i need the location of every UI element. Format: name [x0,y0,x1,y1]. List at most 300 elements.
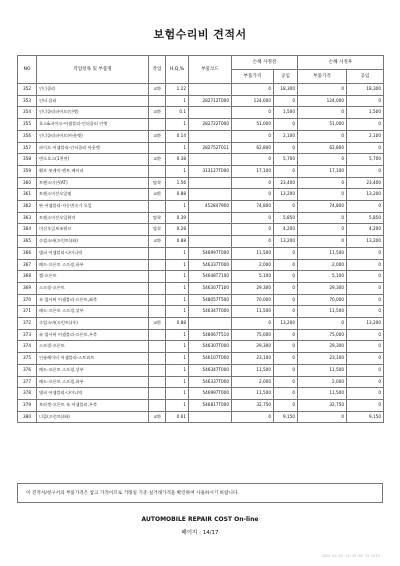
cell-after-parts: 75,000 [298,329,347,341]
cell-after-parts: 5,100 [298,271,347,283]
cell-code: 282712T000 [189,95,232,107]
table-row [18,119,384,131]
table-row [18,189,384,201]
cell-code: 546307T000 [189,341,232,353]
cell-item: 스프링-프론트 [37,341,149,353]
table-row [18,399,384,411]
cell-before-labor: 0 [274,341,298,353]
header-hours: H,Q,% [166,56,189,84]
table-row [18,388,384,400]
table-row [18,154,384,166]
cell-after-parts: 74,800 [298,201,347,213]
cell-hours: 1 [166,201,189,213]
cell-code: 548067T510 [189,329,232,341]
cell-work [149,364,166,376]
cell-no: 366 [18,247,37,259]
table-row [18,282,384,294]
cell-before-parts: 0 [232,236,274,248]
cell-work [149,353,166,365]
cell-after-parts: 2,000 [298,259,347,271]
cell-after-parts: 124,000 [298,95,347,107]
cell-work [149,247,166,259]
cell-before-labor: 0 [274,329,298,341]
cell-before-parts: 0 [232,189,274,201]
cell-before-parts: 0 [232,107,274,119]
cell-hours: 0.88 [166,236,189,248]
cell-hours: 1 [166,353,189,365]
cell-work: 교환 [149,189,166,201]
cell-after-parts: 0 [298,318,347,330]
cell-before-labor: 0 [274,165,298,177]
cell-no: 374 [18,341,37,353]
cell-after-labor: 0 [347,282,384,294]
cell-work: 교환 [149,154,166,166]
table-row [18,84,384,96]
cell-before-parts: 62,800 [232,142,274,154]
cell-before-parts: 75,000 [232,329,274,341]
cell-before-labor: 2,100 [274,130,298,142]
cell-before-parts: 0 [232,212,274,224]
cell-after-parts: 0 [298,189,347,201]
cell-after-parts: 0 [298,177,347,189]
cell-after-labor: 0 [347,399,384,411]
header-no: NO [18,56,37,84]
cell-hours: 0.61 [166,411,189,423]
table-row [18,130,384,142]
cell-work [149,306,166,318]
header-after-labor: 공임 [347,70,384,84]
table-row [18,364,384,376]
cell-hours: 1 [166,119,189,131]
cell-work: 교환 [149,130,166,142]
cell-before-parts: 32,750 [232,399,274,411]
cell-code: 546107T000 [189,353,232,365]
cell-after-parts: 11,500 [298,306,347,318]
cell-no: 360 [18,177,37,189]
cell-after-parts: 0 [298,130,347,142]
header-before: 손해 사정전 [232,56,298,70]
cell-before-labor: 0 [274,376,298,388]
cell-item: 인너쿨러파이프(인렛) [37,107,149,119]
cell-no: 355 [18,119,37,131]
cell-after-parts: 29,300 [298,282,347,294]
cell-hours: 1 [166,259,189,271]
table-row [18,329,384,341]
cell-after-parts: 0 [298,84,347,96]
cell-after-labor: 23,400 [347,177,384,189]
cell-item: 호스&파이프-어셈블리-인터쿨러 인렛 [37,119,149,131]
cell-after-labor: 0 [347,95,384,107]
cell-no: 368 [18,271,37,283]
cell-before-labor: 0 [274,271,298,283]
cell-before-labor: 0 [274,247,298,259]
header-code: 부품코드 [189,56,232,84]
cell-after-labor: 0 [347,119,384,131]
cell-item: 미션오일보조워르 [37,224,149,236]
cell-before-parts: 11,500 [232,364,274,376]
table-row [18,306,384,318]
cell-after-labor: 2,100 [347,130,384,142]
cell-no: 378 [18,388,37,400]
table-row [18,271,384,283]
cell-hours: 1 [166,282,189,294]
cell-no: 362 [18,201,37,213]
cell-work: 교환 [149,318,166,330]
cell-hours: 1.22 [166,84,189,96]
cell-work [149,142,166,154]
table-row [18,318,384,330]
cell-before-labor: 23,400 [274,177,298,189]
cell-after-parts: 0 [298,411,347,423]
table-row [18,165,384,177]
cell-after-labor: 0 [347,364,384,376]
cell-item: 인터 쿨러 [37,95,149,107]
table-row [18,236,384,248]
cell-work: 교환 [149,411,166,423]
cell-code: 313127T000 [189,165,232,177]
cell-no: 361 [18,189,37,201]
cell-item: 너클(프런트)(좌) [37,411,149,423]
cell-item: 변로호스(1천연) [37,154,149,166]
cell-work [149,341,166,353]
cell-before-parts: 11,500 [232,388,274,400]
cell-after-parts: 23,100 [298,353,347,365]
page-number: 페이지 : 14/17 [181,530,219,536]
cell-after-labor: 0 [347,259,384,271]
cell-code: 546997T000 [189,388,232,400]
table-row [18,294,384,306]
cell-after-parts: 32,750 [298,399,347,411]
cell-after-labor: 0 [347,341,384,353]
table-row [18,95,384,107]
cell-before-parts: 5,100 [232,271,274,283]
cell-no: 358 [18,154,37,166]
cell-before-labor: 0 [274,282,298,294]
cell-item: 댐퍼 어셈블리-다이나믹 [37,247,149,259]
cell-work [149,399,166,411]
cell-after-parts: 11,500 [298,364,347,376]
cell-after-labor: 5,850 [347,212,384,224]
header-after: 손해 사정후 [298,56,384,70]
cell-hours: 0.28 [166,224,189,236]
cell-after-labor: 13,200 [347,318,384,330]
cell-item: 스프링-프론트 [37,282,149,294]
cell-item: 패드-프론트 스프링,하부 [37,376,149,388]
cell-code: 282722T000 [189,119,232,131]
cell-item: 판 어셈블리-자동변속기 오일 [37,201,149,213]
table-row [18,259,384,271]
cell-code: 546307T100 [189,282,232,294]
cell-after-labor: 0 [347,247,384,259]
cell-item: 인슐레이터 어셈블리-스트러트 [37,353,149,365]
cell-code: 546817T000 [189,399,232,411]
cell-after-labor: 13,200 [347,189,384,201]
cell-code: 546347T000 [189,364,232,376]
cell-before-labor: 0 [274,353,298,365]
cell-after-labor: 0 [347,271,384,283]
cell-hours: 1 [166,388,189,400]
cell-work: 교환 [149,107,166,119]
cell-no: 373 [18,329,37,341]
cell-after-labor: 4,200 [347,224,384,236]
table-body [18,84,384,423]
table-row [18,177,384,189]
cell-item: 쇽 업서버 어셈블리-프론트,좌측 [37,294,149,306]
cell-code: 452847900 [189,201,232,213]
cell-hours: 1 [166,165,189,177]
header-item: 작업항목 및 부품명 [37,56,149,84]
cell-before-labor: 5,850 [274,212,298,224]
cell-no: 353 [18,95,37,107]
cell-before-parts: 0 [232,177,274,189]
cell-no: 379 [18,399,37,411]
price-notice: 이 견적서/청구서의 부품가격은 참고 가격이므로 거래일 기준 실거래가격을 확인하여 사용하시기 바랍니다. [17,483,383,503]
cell-before-parts: 29,300 [232,341,274,353]
cell-no: 354 [18,107,37,119]
cell-code [189,154,232,166]
cell-work [149,95,166,107]
cell-after-labor: 5,700 [347,154,384,166]
cell-after-parts: 0 [298,154,347,166]
cell-no: 356 [18,130,37,142]
cell-before-labor: 0 [274,142,298,154]
cell-item: 패드-프론트 스프링,상부 [37,364,149,376]
cell-before-parts: 2,000 [232,376,274,388]
cell-hours: 1 [166,376,189,388]
table-row [18,247,384,259]
cell-code: 54648T7100 [189,271,232,283]
cell-work: 교환 [149,84,166,96]
cell-work: 탈착 [149,224,166,236]
cell-code [189,84,232,96]
cell-before-labor: 18,300 [274,84,298,96]
cell-after-parts: 0 [298,212,347,224]
cell-after-parts: 29,300 [298,341,347,353]
cell-before-parts: 0 [232,224,274,236]
cell-after-labor: 0 [347,353,384,365]
cell-no: 375 [18,353,37,365]
cell-code [189,224,232,236]
cell-work: 탈착 [149,177,166,189]
cell-item: 쇽 업서버 어셈블리-프론트,우측 [37,329,149,341]
table-row [18,353,384,365]
cell-hours: 1 [166,341,189,353]
table-row [18,224,384,236]
cell-item: 댐퍼 어셈블리-다이나믹 [37,388,149,400]
cell-after-labor: 9,150 [347,411,384,423]
cell-hours: 1 [166,364,189,376]
cell-hours: 0.88 [166,318,189,330]
cell-no: 370 [18,294,37,306]
cell-before-parts: 0 [232,130,274,142]
cell-code: 548057T500 [189,294,232,306]
cell-work: 교환 [149,236,166,248]
cell-after-parts: 62,800 [298,142,347,154]
cell-before-labor: 0 [274,201,298,213]
cell-before-labor: 1,500 [274,107,298,119]
cell-before-parts: 74,800 [232,201,274,213]
cell-code [189,411,232,423]
cell-item: 인너쿨러 [37,84,149,96]
table-row [18,107,384,119]
cell-after-parts: 2,000 [298,376,347,388]
cell-after-parts: 51,000 [298,119,347,131]
cell-before-parts: 0 [232,411,274,423]
table-row [18,411,384,423]
cell-after-labor: 1,500 [347,107,384,119]
cell-work [149,282,166,294]
cell-no: 369 [18,282,37,294]
cell-before-labor: 0 [274,95,298,107]
header-after-parts: 부품가격 [298,70,347,84]
cell-after-labor: 13,200 [347,236,384,248]
cell-before-labor: 13,200 [274,318,298,330]
cell-no: 364 [18,224,37,236]
cell-after-labor: 0 [347,165,384,177]
cell-after-parts: 0 [298,224,347,236]
cell-item: 트랜스미션오일펌 [37,189,149,201]
cell-no: 372 [18,318,37,330]
table-row [18,201,384,213]
cell-before-parts: 0 [232,84,274,96]
cell-code: 546337T000 [189,259,232,271]
cell-no: 380 [18,411,37,423]
cell-before-parts: 29,300 [232,282,274,294]
table-row [18,376,384,388]
cell-item: 브라켓-프론트 쇽 어셈블리,우측 [37,399,149,411]
cell-before-parts: 11,500 [232,306,274,318]
cell-no: 352 [18,84,37,96]
cell-code [189,107,232,119]
cell-after-parts: 0 [298,107,347,119]
cell-hours: 1 [166,142,189,154]
cell-after-labor: 0 [347,201,384,213]
cell-code [189,177,232,189]
table-row [18,142,384,154]
cell-item: 패드-프론트 스프링,하부 [37,259,149,271]
cell-before-parts: 124,000 [232,95,274,107]
cell-work [149,329,166,341]
cell-code: 282752T011 [189,142,232,154]
cell-no: 359 [18,165,37,177]
cell-work [149,259,166,271]
cell-after-labor: 0 [347,388,384,400]
cell-item: 파이프 어셈블리-인터쿨러 아웃렛 [37,142,149,154]
cell-before-labor: 0 [274,294,298,306]
cell-before-labor: 0 [274,388,298,400]
table-row [18,341,384,353]
footer-brand: AUTOMOBILE REPAIR COST On-line [141,516,259,523]
cell-before-parts: 23,100 [232,353,274,365]
cell-before-parts: 2,000 [232,259,274,271]
cell-after-parts: 70,000 [298,294,347,306]
cell-no: 377 [18,376,37,388]
cell-no: 363 [18,212,37,224]
cell-before-labor: 13,200 [274,189,298,201]
cell-hours: 1 [166,306,189,318]
header-before-parts: 부품가격 [232,70,274,84]
header-work: 작업 [149,56,166,84]
cell-before-parts: 70,000 [232,294,274,306]
cell-item: 인너쿨러파이프(아웃렛) [37,130,149,142]
cell-after-parts: 0 [298,236,347,248]
cell-after-labor: 18,300 [347,84,384,96]
cell-work [149,201,166,213]
cell-after-labor: 0 [347,376,384,388]
cell-before-parts: 51,000 [232,119,274,131]
cell-before-labor: 13,200 [274,236,298,248]
cell-work [149,376,166,388]
cell-after-labor: 0 [347,329,384,341]
cell-after-labor: 0 [347,294,384,306]
cell-hours: 1 [166,294,189,306]
cell-hours: 0.39 [166,212,189,224]
cell-item: 속업소바(프런트)(우) [37,318,149,330]
estimate-table [17,55,384,423]
cell-code [189,130,232,142]
cell-code: 546347T000 [189,306,232,318]
table-row [18,212,384,224]
cell-hours: 0.1 [166,107,189,119]
cell-work [149,388,166,400]
cell-before-parts: 11,500 [232,247,274,259]
cell-hours: 1 [166,271,189,283]
cell-item: 휀브 씻케이-엔트 베이퍼 [37,165,149,177]
cell-before-labor: 0 [274,364,298,376]
cell-code [189,318,232,330]
cell-after-parts: 17,100 [298,165,347,177]
cell-hours: 1 [166,399,189,411]
cell-before-labor: 0 [274,119,298,131]
cell-work [149,165,166,177]
cell-no: 365 [18,236,37,248]
cell-work [149,119,166,131]
cell-before-parts: 0 [232,154,274,166]
cell-code [189,189,232,201]
cell-hours: 0.88 [166,189,189,201]
document-title: 보험수리비 견적서 [153,28,247,41]
cell-hours: 0.14 [166,130,189,142]
cell-work [149,271,166,283]
cell-after-parts: 11,500 [298,247,347,259]
cell-before-parts: 0 [232,318,274,330]
cell-code [189,236,232,248]
cell-code: 546997T000 [189,247,232,259]
cell-work [149,294,166,306]
cell-before-labor: 4,200 [274,224,298,236]
print-stamp: 2024-04-05 15:45:38 TO DEFS [321,554,380,558]
cell-before-labor: 0 [274,399,298,411]
cell-after-parts: 11,500 [298,388,347,400]
cell-after-labor: 0 [347,306,384,318]
cell-hours: 1.56 [166,177,189,189]
cell-item: 트랜스미션(AT) [37,177,149,189]
cell-before-labor: 0 [274,306,298,318]
cell-hours: 1 [166,329,189,341]
cell-after-labor: 0 [347,142,384,154]
cell-no: 371 [18,306,37,318]
cell-item: 캡-프론트 [37,271,149,283]
cell-item: 패드-프론트 스프링,상부 [37,306,149,318]
cell-before-parts: 17,100 [232,165,274,177]
cell-code [189,212,232,224]
cell-before-labor: 5,700 [274,154,298,166]
cell-hours: 1 [166,247,189,259]
cell-hours: 0.38 [166,154,189,166]
cell-no: 357 [18,142,37,154]
cell-item: 속업소바(프런트)(좌) [37,236,149,248]
cell-no: 367 [18,259,37,271]
